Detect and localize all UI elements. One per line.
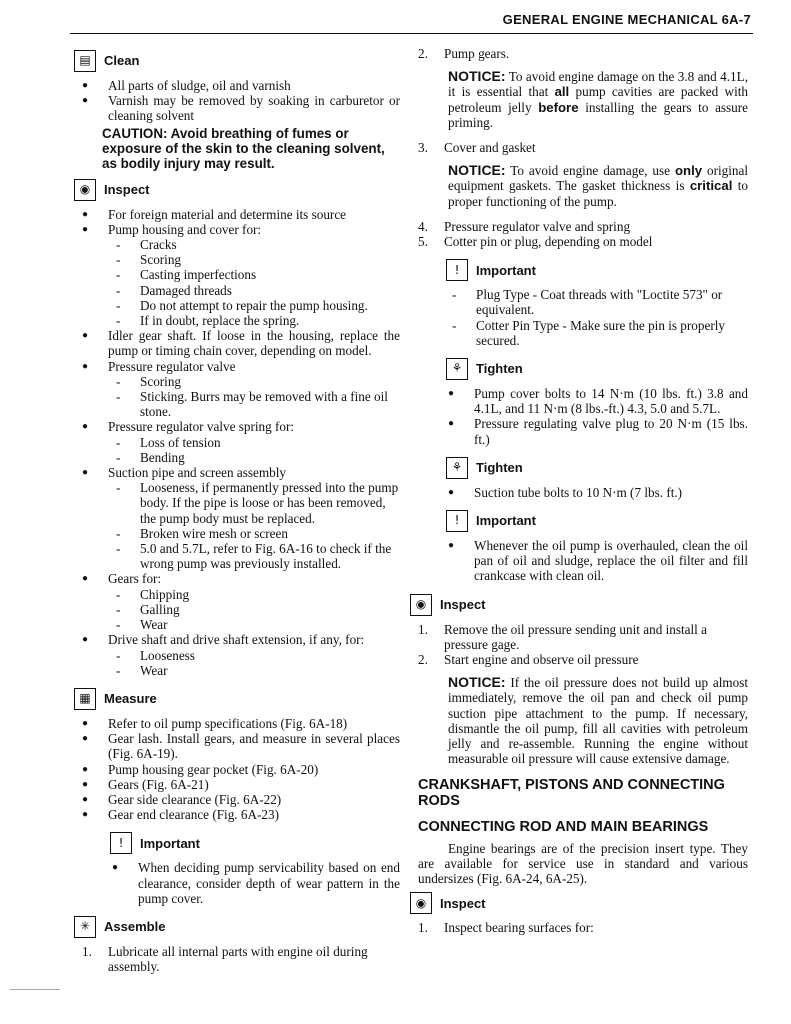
section-title: Tighten — [476, 460, 523, 476]
important-icon: ! — [446, 259, 468, 281]
section-title: Inspect — [440, 895, 486, 911]
section-important — [110, 832, 400, 854]
notice-text: NOTICE: If the oil pressure does not build up almost immediately, remove the oil pan and check oil pump suction pipe attachment to the pump. If necessary, dismantle the oil pump, fill all cavities with petroleum jelly and re-assemble. Running the engine without measurable oil pressure will cause extensive damage. — [448, 674, 749, 767]
sub-item: - Plug Type - Coat threads with "Loctite 573" or equivalent. — [418, 287, 748, 317]
wrench-icon: ⚘ — [446, 358, 468, 380]
sub-item: - Scoring — [82, 374, 400, 389]
list-item: ● All parts of sludge, oil and varnish — [82, 78, 400, 93]
important-icon: ! — [110, 832, 132, 854]
list-item: ● Pressure regulator valve spring for: — [82, 419, 400, 434]
section-measure — [74, 688, 400, 710]
body-paragraph: Engine bearings are of the precision insert type. They are available for service use in standard and various undersizes (Fig. 6A-24, 6A-25). — [418, 840, 748, 886]
list-item: ● Suction pipe and screen assembly — [82, 465, 400, 480]
sub-item: - Galling — [82, 602, 400, 617]
section-important — [446, 259, 748, 281]
sub-item: - Loss of tension — [82, 435, 400, 450]
list-item: ● Gear end clearance (Fig. 6A-23) — [82, 807, 400, 822]
sub-item: - Scoring — [82, 252, 400, 267]
section-heading: CRANKSHAFT, PISTONS AND CONNECTING RODS — [418, 776, 725, 809]
numbered-item: 3. Cover and gasket — [418, 140, 536, 156]
list-item: ● Pump cover bolts to 14 N·m (10 lbs. ft.) 3.8 and 4.1L, and 11 N·m (8 lbs.-ft.) 4.3, 5.0 and 5.7L. — [448, 386, 748, 416]
list-item: ● Pump housing and cover for: — [82, 222, 400, 237]
sub-item: - Wear — [82, 617, 400, 632]
section-heading: CONNECTING ROD AND MAIN BEARINGS — [418, 818, 709, 835]
wrench-icon: ⚘ — [446, 457, 468, 479]
section-tighten — [446, 457, 748, 479]
numbered-item: 5. Cotter pin or plug, depending on model — [418, 234, 653, 250]
list-item: ● Gears (Fig. 6A-21) — [82, 777, 400, 792]
sub-item: - Damaged threads — [82, 283, 400, 298]
sub-item: - Sticking. Burrs may be removed with a fine oil stone. — [82, 389, 400, 419]
page-header: GENERAL ENGINE MECHANICAL 6A-7 — [502, 12, 751, 27]
sub-item: - Broken wire mesh or screen — [82, 526, 400, 541]
sub-item: - If in doubt, replace the spring. — [82, 313, 400, 328]
numbered-item: 2. Start engine and observe oil pressure — [418, 652, 639, 668]
list-item: ● When deciding pump servicability based on end clearance, consider depth of wear pattern in the pump cover. — [112, 860, 400, 906]
list-item: ● Pressure regulating valve plug to 20 N·m (15 lbs. ft.) — [448, 416, 748, 446]
section-title: Assemble — [104, 919, 166, 935]
sub-item: - 5.0 and 5.7L, refer to Fig. 6A-16 to check if the wrong pump was previously installed. — [82, 541, 400, 571]
list-item: ● Gear side clearance (Fig. 6A-22) — [82, 792, 400, 807]
section-title: Clean — [104, 53, 140, 69]
sub-item: - Casting imperfections — [82, 267, 400, 282]
notice-text: NOTICE: To avoid engine damage on the 3.8 and 4.1L, it is essential that all pump cavities are packed with petroleum jelly before installing the gears to assure priming. — [448, 68, 749, 130]
section-title: Important — [140, 835, 200, 851]
numbered-item: 1. Inspect bearing surfaces for: — [418, 920, 594, 936]
numbered-item: 1. Lubricate all internal parts with engine oil during assembly. — [82, 943, 368, 975]
sub-item: - Cracks — [82, 237, 400, 252]
clean-icon: ▤ — [74, 50, 96, 72]
notice-text: NOTICE: To avoid engine damage, use only original equipment gaskets. The gasket thickness is critical to proper functioning of the pump. — [448, 162, 749, 209]
list-item: ● Pump housing gear pocket (Fig. 6A-20) — [82, 762, 400, 777]
sub-item: - Chipping — [82, 587, 400, 602]
assemble-icon: ✳ — [74, 916, 96, 938]
list-item: ● Varnish may be removed by soaking in carburetor or cleaning solvent — [82, 93, 400, 123]
section-title: Tighten — [476, 361, 523, 377]
list-item: ● Whenever the oil pump is overhauled, clean the oil pan of oil and sludge, replace the oil filter and fill crankcase with clean oil. — [448, 538, 748, 584]
section-clean — [74, 50, 400, 72]
list-item: ● Suction tube bolts to 10 N·m (7 lbs. ft.) — [448, 485, 748, 500]
sub-item: - Do not attempt to repair the pump housing. — [82, 298, 400, 313]
sub-item: - Looseness, if permanently pressed into the pump body. If the pipe is loose or has been removed, the pump body must be replaced. — [82, 480, 400, 526]
section-inspect — [410, 594, 748, 616]
section-title: Inspect — [440, 597, 486, 613]
list-item: ● Refer to oil pump specifications (Fig. 6A-18) — [82, 716, 400, 731]
header-rule — [70, 33, 753, 34]
section-inspect — [74, 179, 400, 201]
footer-rule — [10, 989, 60, 990]
section-title: Important — [476, 513, 536, 529]
section-title: Important — [476, 262, 536, 278]
section-tighten — [446, 358, 748, 380]
list-item: ● Gear lash. Install gears, and measure in several places (Fig. 6A-19). — [82, 731, 400, 761]
inspect-icon: ◉ — [410, 594, 432, 616]
sub-item: - Cotter Pin Type - Make sure the pin is properly secured. — [418, 318, 748, 348]
section-important — [446, 510, 748, 532]
list-item: ● Gears for: — [82, 571, 400, 586]
section-inspect — [410, 892, 748, 914]
numbered-item: 2. Pump gears. — [418, 46, 510, 61]
sub-item: - Bending — [82, 450, 400, 465]
numbered-item: 4. Pressure regulator valve and spring — [418, 218, 631, 234]
measure-icon: ▦ — [74, 688, 96, 710]
section-title: Inspect — [104, 182, 150, 197]
right-column — [415, 46, 749, 936]
numbered-item: 1. Remove the oil pressure sending unit and install a pressure gage. — [418, 621, 707, 652]
caution-text: CAUTION: Avoid breathing of fumes or exposure of the skin to the cleaning solvent, as bodily injury may result. — [102, 125, 385, 171]
inspect-icon: ◉ — [74, 179, 96, 201]
left-column — [79, 46, 400, 975]
sub-item: - Looseness — [82, 648, 400, 663]
list-item: ● Drive shaft and drive shaft extension, if any, for: — [82, 632, 400, 647]
list-item: ● Pressure regulator valve — [82, 359, 400, 374]
section-assemble — [74, 916, 400, 938]
list-item: ● For foreign material and determine its source — [82, 207, 400, 222]
sub-item: - Wear — [82, 663, 400, 678]
important-icon: ! — [446, 510, 468, 532]
section-title: Measure — [104, 691, 157, 707]
inspect-icon: ◉ — [410, 892, 432, 914]
list-item: ● Idler gear shaft. If loose in the housing, replace the pump or timing chain cover, depending on model. — [82, 328, 400, 358]
